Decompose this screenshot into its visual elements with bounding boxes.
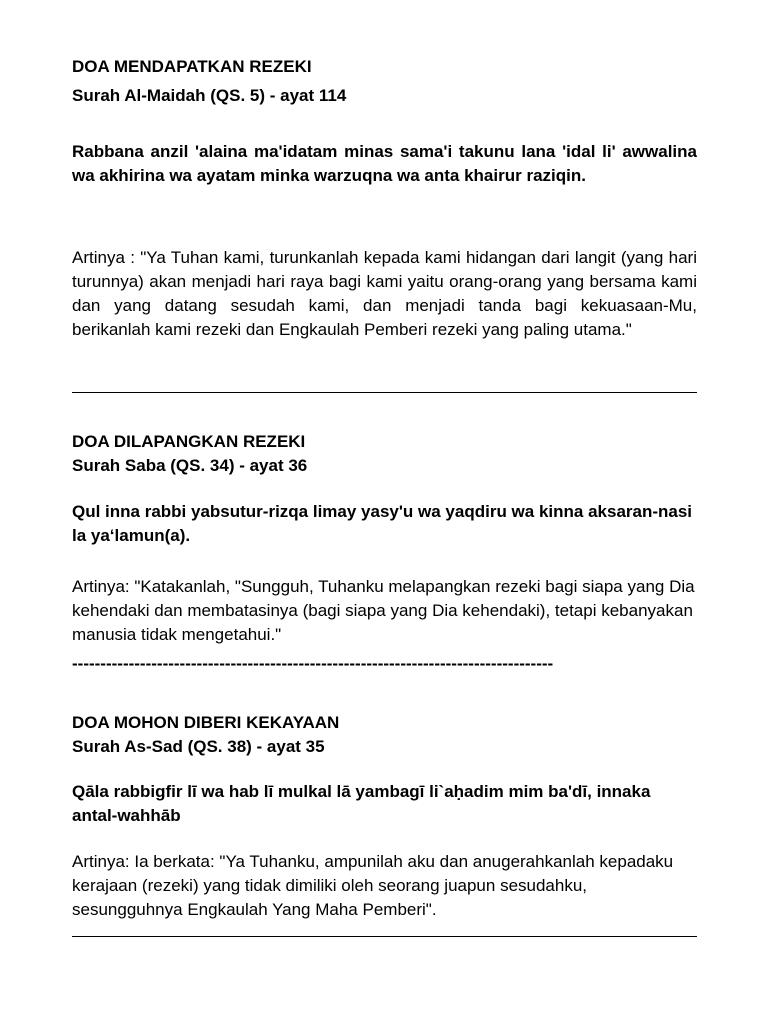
section-3-surah: Surah As-Sad (QS. 38) - ayat 35: [72, 737, 325, 756]
section-2-heading: DOA DILAPANGKAN REZEKI: [72, 432, 306, 451]
dashed-separator: -------------------------------------------------------------------------------------: [72, 654, 554, 673]
divider-line: [72, 936, 697, 937]
section-1-heading: DOA MENDAPATKAN REZEKI: [72, 57, 312, 76]
section-1-surah: Surah Al-Maidah (QS. 5) - ayat 114: [72, 86, 347, 105]
divider-line: [72, 392, 697, 393]
section-1-translation: Artinya : "Ya Tuhan kami, turunkanlah kepada kami hidangan dari langit (yang hari turunnya) akan menjadi hari raya bagi kami yaitu orang-orang yang bersama kami dan yang datang sesudah kami, dan menjadi tanda bagi kekuasaan-Mu, berikanlah kami rezeki dan Engkaulah Pemberi rezeki yang paling utama.": [72, 248, 697, 339]
section-1-transliteration: Rabbana anzil 'alaina ma'idatam minas sama'i takunu lana 'idal li' awwalina wa akhirina wa ayatam minka warzuqna wa anta khairur raziqin.: [72, 142, 697, 185]
section-3-transliteration: Qāla rabbigfir lī wa hab lī mulkal lā yambagī li`aḥadim mim ba'dī, innaka antal-wahhāb: [72, 782, 651, 825]
section-2-transliteration: Qul inna rabbi yabsutur-rizqa limay yasy'u wa yaqdiru wa kinna aksaran-nasi la ya‘lamun(a).: [72, 502, 693, 545]
section-3-heading: DOA MOHON DIBERI KEKAYAAN: [72, 713, 340, 732]
section-2-surah: Surah Saba (QS. 34) - ayat 36: [72, 456, 308, 475]
section-3-translation: Artinya: Ia berkata: "Ya Tuhanku, ampunilah aku dan anugerahkanlah kepadaku kerajaan (rezeki) yang tidak dimiliki oleh seorang juapun sesudahku, sesungguhnya Engkaulah Yang Maha Pemberi".: [72, 852, 674, 919]
section-2-translation: Artinya: "Katakanlah, "Sungguh, Tuhanku melapangkan rezeki bagi siapa yang Dia kehendaki dan membatasinya (bagi siapa yang Dia kehendaki), tetapi kebanyakan manusia tidak mengetahui.": [72, 577, 695, 644]
